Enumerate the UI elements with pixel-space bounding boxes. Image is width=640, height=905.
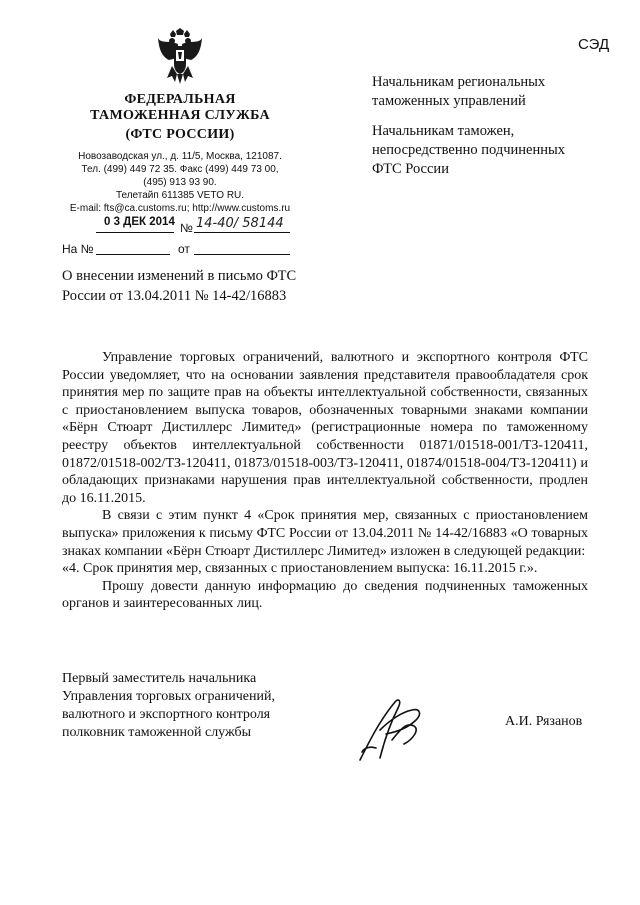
subject-line2: России от 13.04.2011 № 14-42/16883 (62, 288, 287, 304)
address-line1: Новозаводская ул., д. 11/5, Москва, 121087. (78, 151, 282, 162)
signatory-title (62, 670, 332, 742)
addressee-2-line2: непосредственно подчиненных (372, 142, 565, 158)
org-name-line2: ТАМОЖЕННАЯ СЛУЖБА (90, 108, 270, 123)
phone-line2: (495) 913 93 90. (143, 177, 217, 188)
ref-date-underline (194, 254, 290, 255)
signer-name: А.И. Рязанов (505, 714, 583, 729)
addressee-1-line2: таможенных управлений (372, 93, 526, 109)
email-line: E-mail: fts@ca.customs.ru; http://www.customs.ru (69, 203, 291, 214)
sed-mark: СЭД (578, 36, 610, 53)
addressee-1-line1: Начальникам региональных (372, 74, 546, 90)
handwritten-signature (340, 690, 440, 770)
phone-line: Тел. (499) 449 72 35. Факс (499) 449 73 00, (81, 164, 279, 175)
subject (62, 266, 362, 306)
signatory-line2: Управления торговых ограничений, (62, 689, 275, 704)
letter-number: 14-40/ 58144 (196, 216, 284, 231)
subject-line1: О внесении изменений в письмо ФТС (62, 268, 297, 284)
letter-body (62, 349, 588, 613)
russian-eagle-emblem-icon (157, 28, 203, 86)
body-paragraph-4: Прошу довести данную информацию до сведения подчиненных таможенных органов и заинтересованных лиц. (62, 578, 588, 612)
org-abbreviation: (ФТС РОССИИ) (125, 127, 235, 142)
signatory-line4: полковник таможенной службы (62, 725, 252, 740)
number-underline (194, 232, 290, 233)
date-underline (96, 232, 174, 233)
body-paragraph-2: В связи с этим пункт 4 «Срок принятия мер, связанных с приостановлением выпуска» приложения к письму ФТС России от 13.04.2011 № 14-42/16883 «О товарных знаках компании «Бёрн Стюарт Дистиллерс Лимитед» изложен в следующей редакции: (62, 508, 588, 559)
ref-from-label: от (178, 242, 190, 256)
addressee-2-line1: Начальникам таможен, (372, 123, 515, 139)
letter-date: 0 3 ДЕК 2014 (104, 216, 175, 228)
signatory-line3: валютного и экспортного контроля (62, 707, 271, 722)
ref-underline (96, 254, 170, 255)
number-label: № (180, 221, 193, 235)
body-paragraph-3: «4. Срок принятия мер, связанных с приостановлением выпуска: 16.11.2015 г.». (62, 561, 538, 577)
addressee-2-line3: ФТС России (372, 161, 449, 177)
ref-label: На № (62, 242, 94, 256)
body-paragraph-1: Управление торговых ограничений, валютного и экспортного контроля ФТС России уведомляет, что на основании заявления представителя правообладателя срок принятия мер по защите прав на объекты интеллектуальной собственности, связанных с приостановлением выпуска товаров, обозначенных товарными знаками компании «Бёрн Стюарт Дистиллерс Лимитед» (регистрационные номера по таможенному реестру объектов интеллектуальной собственности 01871/01518-001/ТЗ-120411, 01872/01518-002/ТЗ-120411, 01873/01518-003/ТЗ-120411, 01874/01518-004/ТЗ-120411) и обладающих признаками нарушения прав интеллектуальной собственности, продлен до 16.11.2015. (62, 350, 588, 506)
signatory-line1: Первый заместитель начальника (62, 671, 257, 686)
org-name-line1: ФЕДЕРАЛЬНАЯ (124, 92, 236, 107)
teletype-line: Телетайп 611385 VETO RU. (115, 190, 245, 201)
